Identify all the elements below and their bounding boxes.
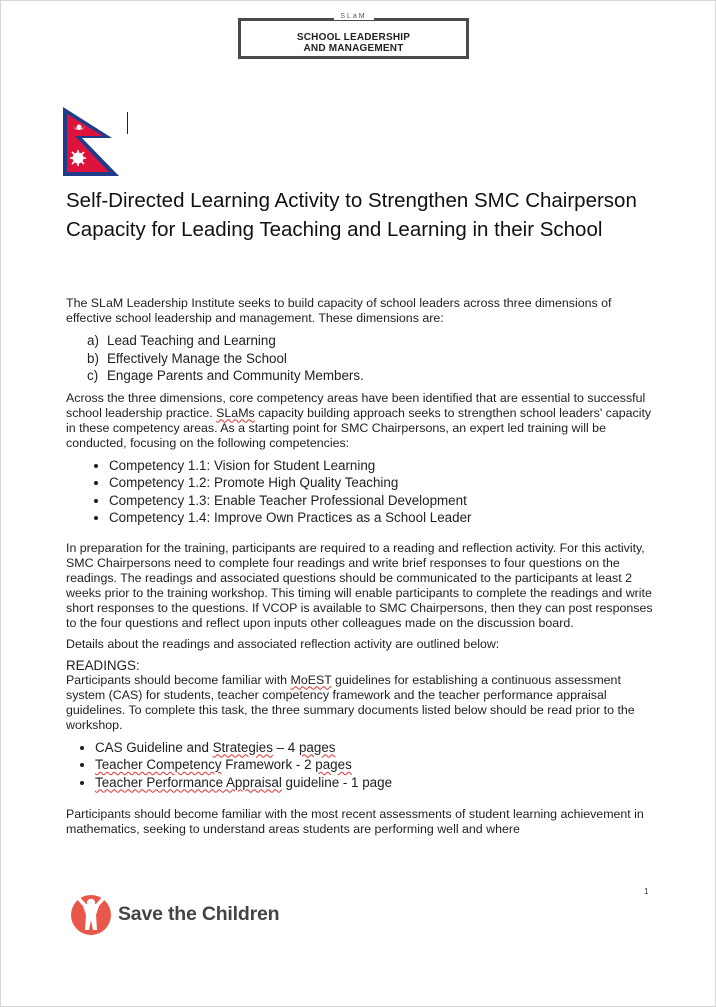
competencies-list (66, 457, 656, 527)
organization-name: Save the Children (118, 902, 280, 925)
page-number: 1 (644, 887, 649, 896)
document-body (66, 296, 656, 843)
assessment-paragraph: Participants should become familiar with the most recent assessments of student learning achievement in mathematics, seeking to understand areas students are performing well and where (66, 807, 644, 836)
slam-logo (238, 13, 469, 59)
competency-paragraph: Across the three dimensions, core competency areas have been identified that are essential to successful school leadership practice. SLaMs capacity building approach seeks to strengthen school leaders' capacity in these competency areas. As a starting point for SMC Chairpersons, an expert led training will be conducted, focusing on the following competencies: (66, 390, 652, 450)
preparation-paragraph: In preparation for the training, participants are required to a reading and reflection activity. For this activity, SMC Chairpersons need to complete four readings and write brief responses to four questions on the readings. The readings and associated questions should be communicated to the participants at least 2 weeks prior to the training workshop. This timing will enable participants to complete the readings and write short responses to the questions. If VCOP is available to SMC Chairpersons, then they can post responses to the four questions and reflect upon inputs other colleagues made on the discussion board. (66, 540, 653, 630)
logo-line-2: AND MANAGEMENT (303, 43, 404, 54)
logo-small-text: SLaM (334, 13, 374, 20)
list-item: • Competency 1.3: Enable Teacher Professional Development (109, 492, 656, 510)
save-the-children-logo-icon (69, 890, 113, 938)
list-item: • Competency 1.4: Improve Own Practices as a School Leader (109, 509, 656, 527)
readings-paragraph: Participants should become familiar with MoEST guidelines for establishing a continuous assessment system (CAS) for students, teacher competency framework and the teacher performance appraisal guidelines. To complete this task, the three summary documents listed below should be read prior to the workshop. (66, 672, 635, 732)
document-title: Self-Directed Learning Activity to Strengthen SMC Chairperson Capacity for Leading Teaching and Learning in their School (66, 189, 637, 241)
logo-line-1: SCHOOL LEADERSHIP (296, 32, 411, 43)
nepal-flag-icon (62, 106, 122, 178)
list-item: c) Engage Parents and Community Members. (87, 368, 364, 383)
text-cursor (127, 112, 128, 134)
list-item: • Teacher Performance Appraisal guideline - 1 page (95, 774, 656, 792)
list-item: • Competency 1.1: Vision for Student Learning (109, 457, 656, 475)
list-item: a) Lead Teaching and Learning (87, 333, 276, 348)
readings-heading: READINGS: (66, 657, 140, 673)
list-item: • Competency 1.2: Promote High Quality Teaching (109, 474, 656, 492)
list-item: • Teacher Competency Framework - 2 pages (95, 756, 656, 774)
intro-paragraph: The SLaM Leadership Institute seeks to build capacity of school leaders across three dimensions of effective school leadership and management. These dimensions are: (66, 296, 612, 325)
readings-list (66, 739, 656, 792)
details-paragraph: Details about the readings and associated reflection activity are outlined below: (66, 636, 500, 651)
dimensions-list (66, 332, 656, 385)
list-item: b) Effectively Manage the School (87, 350, 287, 366)
list-item: • CAS Guideline and Strategies – 4 pages (95, 739, 656, 757)
save-the-children-logo (69, 890, 279, 938)
